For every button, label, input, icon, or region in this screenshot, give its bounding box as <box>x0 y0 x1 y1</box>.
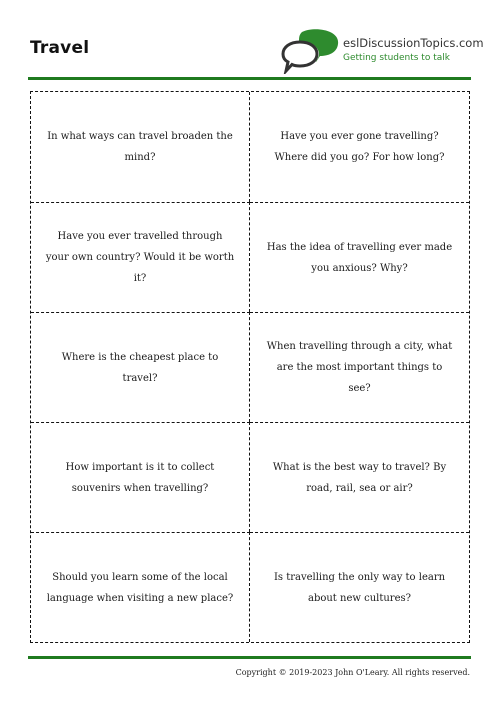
header-rule <box>28 77 471 80</box>
question-text: Have you ever gone travelling? Where did you go? For how long? <box>274 131 445 163</box>
site-logo <box>280 26 484 74</box>
question-text: When travelling through a city, what are the most important things to see? <box>266 341 453 394</box>
question-text: What is the best way to travel? By road, rail, sea or air? <box>272 461 447 494</box>
question-card <box>250 92 469 202</box>
question-text: Have you ever travelled through your own country? Would it be worth it? <box>45 231 235 284</box>
question-card <box>250 202 469 312</box>
question-card <box>250 532 469 642</box>
question-card <box>31 532 250 642</box>
question-card <box>31 92 250 202</box>
copyright-notice: Copyright © 2019-2023 John O'Leary. All rights reserved. <box>235 668 470 677</box>
question-card <box>31 202 250 312</box>
question-text: In what ways can travel broaden the mind? <box>47 131 233 163</box>
question-text: Has the idea of travelling ever made you anxious? Why? <box>266 241 453 274</box>
question-text: Where is the cheapest place to travel? <box>61 351 219 384</box>
logo-site-name: eslDiscussionTopics.com <box>343 36 484 50</box>
question-text: Is travelling the only way to learn about new cultures? <box>273 571 446 604</box>
question-text: How important is it to collect souvenirs when travelling? <box>65 461 215 494</box>
question-card <box>250 312 469 422</box>
page-title: Travel <box>30 38 90 58</box>
speech-bubbles-icon <box>280 28 340 74</box>
logo-tagline: Getting students to talk <box>343 53 450 63</box>
question-text: Should you learn some of the local language when visiting a new place? <box>46 571 234 604</box>
question-card <box>250 422 469 532</box>
card-grid <box>30 91 470 643</box>
question-card <box>31 312 250 422</box>
question-card <box>31 422 250 532</box>
footer-rule <box>28 656 471 659</box>
